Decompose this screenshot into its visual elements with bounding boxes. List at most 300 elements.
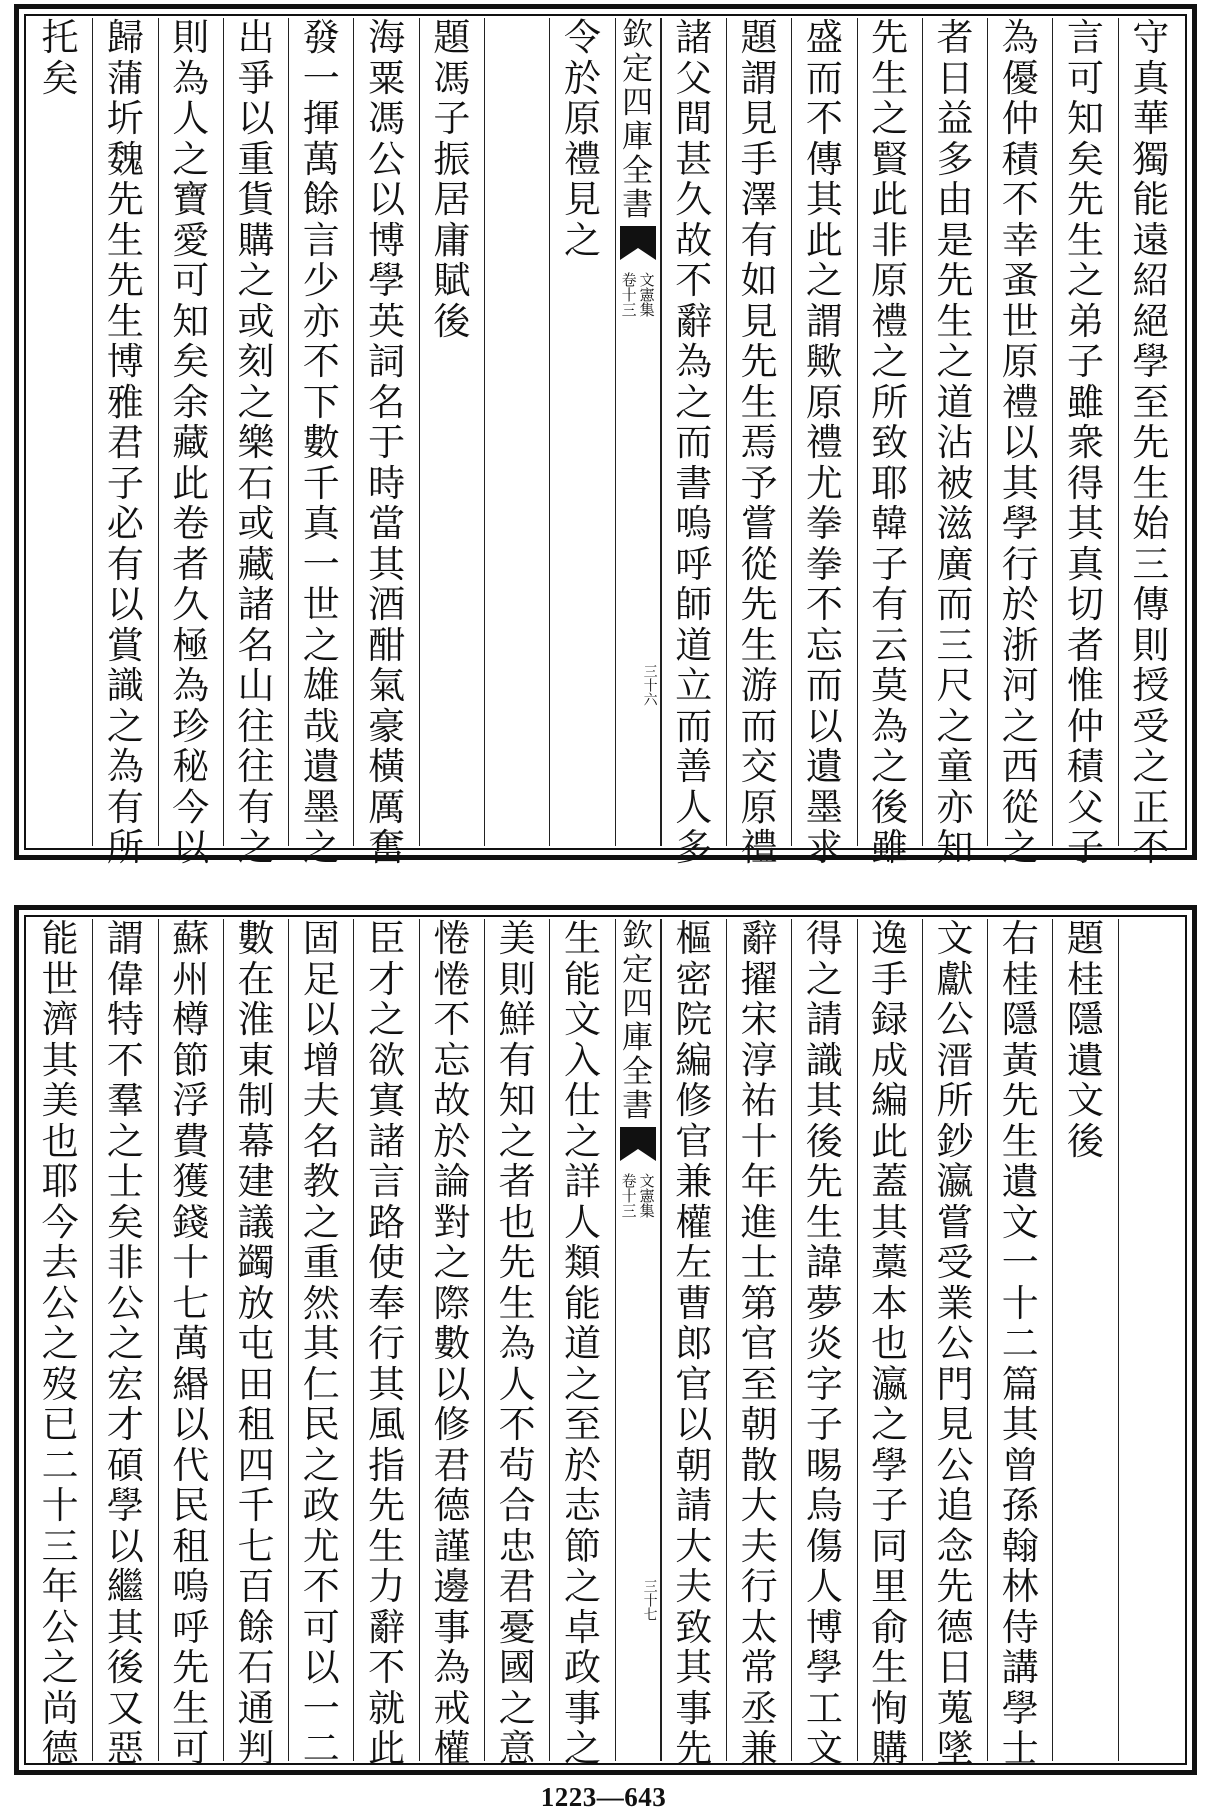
char: 節 (172, 1038, 210, 1082)
char: 當 (368, 502, 406, 545)
char: 原 (1001, 340, 1039, 383)
char: 之 (563, 1119, 601, 1163)
char: 而 (740, 704, 778, 748)
char: 忠 (498, 1524, 536, 1568)
char: 租 (172, 1524, 210, 1568)
char: 之 (563, 1727, 601, 1770)
char: 能 (563, 1281, 601, 1325)
char: 原 (740, 785, 778, 829)
char: 得 (805, 917, 843, 960)
char: 教 (302, 1160, 340, 1203)
char: 政 (563, 1646, 601, 1689)
char: 生 (1067, 218, 1105, 262)
char: 父 (1067, 785, 1105, 829)
char: 學 (1001, 1686, 1039, 1730)
char: 呼 (675, 542, 713, 586)
char: 不 (302, 340, 340, 383)
char: 學 (1132, 340, 1170, 383)
char: 文 (1001, 1200, 1039, 1244)
char: 廣 (936, 542, 974, 586)
char: 放 (237, 1281, 275, 1325)
char: 名 (368, 380, 406, 424)
char: 公 (368, 137, 406, 181)
char: 七 (237, 1524, 275, 1568)
char: 卷 (172, 502, 210, 545)
char: 租 (237, 1403, 275, 1446)
char: 判 (237, 1727, 275, 1770)
char: 事 (433, 1605, 471, 1649)
char: 不 (368, 1646, 406, 1689)
char: 致 (871, 421, 909, 464)
char: 從 (1001, 785, 1039, 829)
char: 四 (622, 85, 654, 121)
char: 成 (871, 1038, 909, 1082)
char: 十 (740, 1119, 778, 1163)
char: 蚤 (1001, 259, 1039, 302)
char: 德 (433, 1484, 471, 1527)
char: 類 (563, 1241, 601, 1284)
char: 侍 (1001, 1605, 1039, 1649)
char: 以 (302, 998, 340, 1041)
char: 得 (1067, 461, 1105, 505)
char: 羣 (106, 1079, 144, 1122)
char: 先 (936, 1565, 974, 1608)
char: 惓 (433, 917, 471, 960)
char: 不 (302, 1565, 340, 1608)
char: 公 (936, 998, 974, 1041)
char: 尚 (41, 1686, 79, 1730)
char: 孫 (1001, 1484, 1039, 1527)
char: 遺 (1001, 1160, 1039, 1203)
char: 夫 (740, 1524, 778, 1568)
char: 子 (106, 461, 144, 505)
char: 非 (871, 218, 909, 262)
char: 之 (172, 137, 210, 181)
char: 增 (302, 1038, 340, 1082)
char: 郎 (675, 1322, 713, 1365)
char: 賦 (433, 259, 471, 302)
char: 求 (805, 826, 843, 869)
char: 公 (41, 1605, 79, 1649)
char: 權 (675, 1200, 713, 1244)
char: 道 (675, 623, 713, 667)
char: 矣 (172, 340, 210, 383)
char: 士 (106, 1160, 144, 1203)
char: 三 (1132, 542, 1170, 586)
char: 之 (1132, 745, 1170, 788)
char: 緡 (172, 1362, 210, 1406)
char: 英 (368, 299, 406, 343)
char: 有 (106, 785, 144, 829)
char: 大 (675, 1524, 713, 1568)
char: 惓 (433, 957, 471, 1001)
char: 令 (563, 16, 601, 59)
char: 之 (871, 97, 909, 140)
gutter-volume-info (621, 272, 655, 317)
text-column (223, 917, 288, 1770)
char: 生 (106, 218, 144, 262)
char: 予 (740, 461, 778, 505)
char: 太 (740, 1605, 778, 1649)
char: 授 (1132, 664, 1170, 707)
gutter-volume-number: 卷十三 (619, 1173, 638, 1218)
char: 全 (622, 153, 654, 189)
char: 拳 (805, 502, 843, 545)
char: 之 (433, 1241, 471, 1284)
char: 先 (936, 259, 974, 302)
char: 之 (871, 340, 909, 383)
char: 隱 (1001, 998, 1039, 1041)
char: 則 (172, 16, 210, 59)
text-column (791, 16, 856, 869)
text-column (661, 917, 726, 1770)
text-column (857, 16, 922, 869)
char: 謂 (106, 917, 144, 960)
char: 墜 (936, 1727, 974, 1770)
char: 擢 (740, 957, 778, 1001)
char: 則 (498, 957, 536, 1001)
char: 至 (740, 1362, 778, 1406)
char: 不 (675, 259, 713, 302)
char: 生 (936, 299, 974, 343)
char: 題 (433, 16, 471, 59)
char: 之 (302, 826, 340, 869)
char: 權 (433, 1727, 471, 1770)
char: 本 (871, 1281, 909, 1325)
char: 賞 (106, 623, 144, 667)
char: 見 (936, 1403, 974, 1446)
char: 卓 (563, 1605, 601, 1649)
char: 生 (106, 299, 144, 343)
char: 識 (106, 664, 144, 707)
text-column (28, 18, 92, 846)
gutter-collection-name: 文憲集 (637, 1173, 656, 1218)
char: 固 (302, 917, 340, 960)
char: 或 (237, 502, 275, 545)
char: 力 (368, 1565, 406, 1608)
char: 道 (563, 1322, 601, 1365)
char: 寶 (172, 178, 210, 221)
char: 往 (237, 704, 275, 748)
char: 生 (740, 380, 778, 424)
char: 寘 (368, 1079, 406, 1122)
char: 兼 (675, 1160, 713, 1203)
char: 人 (498, 1362, 536, 1406)
char: 字 (805, 1362, 843, 1406)
char: 生 (563, 917, 601, 960)
char: 之 (1001, 826, 1039, 869)
char: 為 (675, 340, 713, 383)
char: 橫 (368, 745, 406, 788)
char: 憂 (498, 1605, 536, 1649)
char: 守 (1132, 16, 1170, 59)
char: 路 (368, 1200, 406, 1244)
char: 積 (1067, 745, 1105, 788)
char: 也 (41, 1119, 79, 1163)
char: 樞 (675, 917, 713, 960)
char: 歿 (41, 1362, 79, 1406)
char: 二 (302, 1727, 340, 1770)
char: 黃 (1001, 1038, 1039, 1082)
char: 恂 (871, 1686, 909, 1730)
char: 以 (433, 1362, 471, 1406)
text-column (223, 16, 288, 869)
text-column (484, 917, 549, 1770)
char: 十 (1001, 1281, 1039, 1325)
char: 去 (41, 1241, 79, 1284)
char: 言 (1067, 16, 1105, 59)
char: 華 (1132, 97, 1170, 140)
text-column (419, 18, 484, 846)
char: 原 (871, 259, 909, 302)
char: 惡 (106, 1727, 144, 1770)
char: 故 (675, 218, 713, 262)
char: 魏 (106, 137, 144, 181)
char: 博 (368, 218, 406, 262)
char: 以 (172, 1403, 210, 1446)
char: 韓 (871, 502, 909, 545)
char: 而 (805, 664, 843, 707)
char: 見 (740, 97, 778, 140)
char: 意 (498, 1727, 536, 1770)
text-column (922, 917, 987, 1770)
char: 左 (675, 1241, 713, 1284)
char: 游 (740, 664, 778, 707)
char: 夫 (675, 1565, 713, 1608)
char: 數 (433, 1322, 471, 1365)
char: 淳 (740, 1038, 778, 1082)
char: 所 (106, 826, 144, 869)
char: 奉 (368, 1281, 406, 1325)
char: 見 (740, 299, 778, 343)
char: 講 (1001, 1646, 1039, 1689)
char: 際 (433, 1281, 471, 1325)
char: 為 (871, 704, 909, 748)
char: 右 (1001, 917, 1039, 960)
char: 此 (871, 1119, 909, 1163)
char: 諸 (368, 1119, 406, 1163)
char: 書 (622, 187, 654, 223)
char: 之 (563, 1565, 601, 1608)
char: 其 (368, 542, 406, 586)
char: 淮 (237, 998, 275, 1041)
char: 藏 (172, 421, 210, 464)
char: 紹 (1132, 259, 1170, 302)
char: 尤 (302, 1524, 340, 1568)
char: 子 (871, 542, 909, 586)
char: 極 (172, 623, 210, 667)
char: 獨 (1132, 137, 1170, 181)
char: 二 (1001, 1322, 1039, 1365)
char: 手 (871, 957, 909, 1001)
char: 德 (41, 1727, 79, 1770)
char: 購 (871, 1727, 909, 1770)
char: 嗚 (172, 1565, 210, 1608)
char: 之 (302, 1200, 340, 1244)
char: 以 (172, 826, 210, 869)
char: 賢 (871, 137, 909, 181)
char: 數 (237, 917, 275, 960)
char: 編 (675, 1038, 713, 1082)
char: 莫 (871, 664, 909, 707)
char: 石 (237, 461, 275, 505)
char: 下 (302, 380, 340, 424)
char: 呼 (172, 1605, 210, 1649)
char: 傳 (805, 137, 843, 181)
char: 幕 (237, 1119, 275, 1163)
char: 篇 (1001, 1362, 1039, 1406)
char: 晹 (805, 1443, 843, 1487)
char: 豪 (368, 704, 406, 748)
char: 大 (740, 1484, 778, 1527)
char: 購 (237, 218, 275, 262)
char: 遠 (1132, 218, 1170, 262)
char: 茍 (498, 1443, 536, 1487)
char: 不 (1001, 178, 1039, 221)
char: 發 (302, 16, 340, 59)
char: 請 (675, 1484, 713, 1527)
char: 名 (302, 1119, 340, 1163)
char: 真 (1067, 542, 1105, 586)
char: 追 (936, 1484, 974, 1527)
char: 此 (871, 178, 909, 221)
char: 所 (936, 1079, 974, 1122)
text-column (28, 917, 92, 1770)
char: 君 (106, 421, 144, 464)
char: 以 (106, 1524, 144, 1568)
char: 多 (936, 137, 974, 181)
char: 真 (302, 502, 340, 545)
char: 先 (675, 1727, 713, 1770)
char: 不 (1132, 826, 1170, 869)
text-column (92, 16, 157, 869)
char: 官 (675, 1119, 713, 1163)
char: 先 (172, 1646, 210, 1689)
char: 林 (1001, 1565, 1039, 1608)
text-column (353, 16, 418, 869)
char: 萬 (302, 137, 340, 181)
text-column (1052, 919, 1117, 1761)
char: 後 (1067, 1119, 1105, 1163)
char: 十 (41, 1484, 79, 1527)
char: 刻 (237, 340, 275, 383)
char: 臣 (368, 917, 406, 960)
char: 餘 (302, 178, 340, 221)
char: 墨 (302, 785, 340, 829)
char: 欲 (368, 1038, 406, 1082)
char: 之 (498, 1119, 536, 1163)
char: 瀛 (936, 1160, 974, 1203)
char: 之 (498, 1686, 536, 1730)
char: 往 (237, 745, 275, 788)
char: 生 (805, 1200, 843, 1244)
top-page-frame (14, 4, 1197, 869)
char: 則 (1132, 623, 1170, 667)
char: 士 (1001, 1727, 1039, 1770)
char: 宏 (106, 1362, 144, 1406)
char: 七 (172, 1281, 210, 1325)
char: 之 (106, 1119, 144, 1163)
char: 議 (237, 1200, 275, 1244)
char: 編 (871, 1079, 909, 1122)
bottom-page-columns (28, 917, 1183, 1770)
char: 之 (41, 1646, 79, 1689)
char: 翰 (1001, 1524, 1039, 1568)
char: 哉 (302, 704, 340, 748)
char: 國 (498, 1646, 536, 1689)
text-column (1052, 16, 1117, 869)
char: 特 (106, 998, 144, 1041)
char: 已 (41, 1403, 79, 1446)
char: 之 (563, 218, 601, 262)
char: 一 (1001, 1241, 1039, 1284)
char: 里 (871, 1565, 909, 1608)
char: 之 (805, 957, 843, 1001)
char: 歟 (805, 340, 843, 383)
char: 辭 (368, 1605, 406, 1649)
char: 藏 (237, 542, 275, 586)
char: 丞 (740, 1686, 778, 1730)
char: 從 (740, 542, 778, 586)
char: 雅 (106, 380, 144, 424)
char: 諸 (675, 16, 713, 59)
char: 生 (1001, 1119, 1039, 1163)
char: 屯 (237, 1322, 275, 1365)
text-column (987, 917, 1052, 1770)
char: 世 (302, 583, 340, 626)
char: 忘 (805, 623, 843, 667)
char: 又 (106, 1686, 144, 1730)
char: 門 (936, 1362, 974, 1406)
char: 之 (302, 1443, 340, 1487)
page-number: 1223—643 (540, 1782, 667, 1812)
char: 氣 (368, 664, 406, 707)
char: 樽 (172, 998, 210, 1041)
char: 可 (1067, 56, 1105, 100)
char: 此 (368, 1727, 406, 1770)
char: 合 (498, 1484, 536, 1527)
char: 以 (675, 1403, 713, 1446)
char: 余 (172, 380, 210, 424)
char: 有 (498, 1038, 536, 1082)
char: 博 (106, 340, 144, 383)
char: 禮 (740, 826, 778, 869)
char: 其 (805, 178, 843, 221)
char: 禮 (805, 421, 843, 464)
char: 密 (675, 957, 713, 1001)
char: 受 (936, 1241, 974, 1284)
char: 者 (1067, 623, 1105, 667)
char: 十 (172, 1241, 210, 1284)
char: 先 (740, 340, 778, 383)
char: 人 (805, 1565, 843, 1608)
char: 雄 (302, 664, 340, 707)
char: 知 (498, 1079, 536, 1122)
char: 生 (498, 1281, 536, 1325)
char: 行 (740, 1565, 778, 1608)
char: 由 (936, 178, 974, 221)
char: 子 (805, 1403, 843, 1446)
gutter-volume-info (621, 1173, 655, 1218)
char: 仁 (302, 1362, 340, 1406)
char: 官 (675, 1362, 713, 1406)
char: 絕 (1132, 299, 1170, 343)
char: 烏 (805, 1484, 843, 1527)
char: 遺 (302, 745, 340, 788)
char: 欽 (622, 17, 654, 53)
char: 致 (675, 1605, 713, 1649)
char: 入 (563, 1038, 601, 1082)
